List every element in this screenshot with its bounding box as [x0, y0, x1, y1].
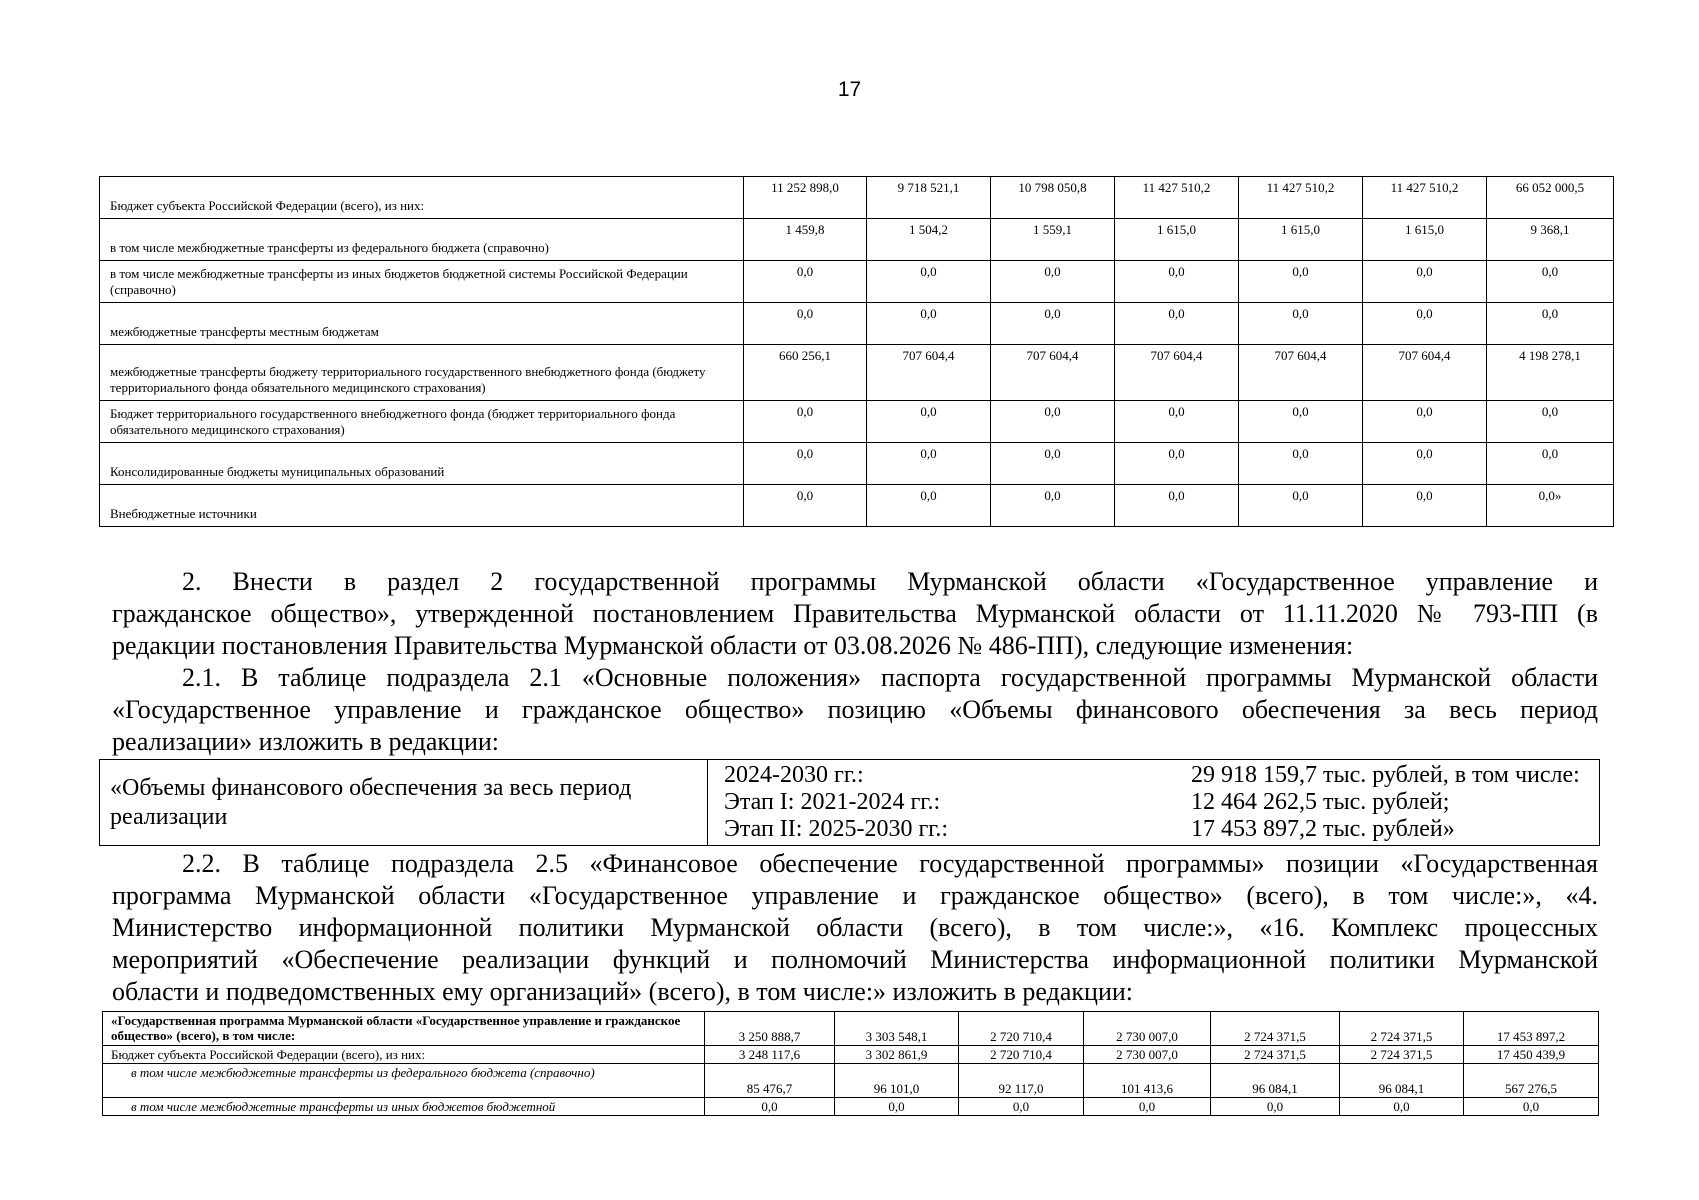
- cell-value: 0,0: [1464, 1098, 1599, 1116]
- cell-value: 0,0: [1239, 401, 1363, 443]
- cell-value: 3 250 888,7: [705, 1012, 835, 1046]
- cell-value: 2 720 710,4: [959, 1012, 1084, 1046]
- row-label: межбюджетные трансферты бюджету территориального государственного внебюджетного фонда (бюджету территориального фонда обязательного медицинского страхования): [100, 345, 744, 401]
- cell-value: 0,0: [744, 261, 867, 303]
- cell-value: 2 724 371,5: [1340, 1046, 1464, 1064]
- cell-value: 0,0: [1115, 485, 1239, 527]
- cell-value: 0,0: [1115, 261, 1239, 303]
- paragraph-2-2: [112, 848, 1598, 1008]
- cell-value: 1 615,0: [1363, 219, 1487, 261]
- cell-value: 9 718 521,1: [867, 177, 991, 219]
- cell-value: 0,0: [1239, 261, 1363, 303]
- paragraph-line: программа Мурманской области «Государственное управление и гражданское общество» (всего), в том числе:», «4.: [112, 881, 1598, 910]
- table-row: [100, 219, 1614, 261]
- cell-value: 0,0: [1239, 443, 1363, 485]
- cell-value: 707 604,4: [867, 345, 991, 401]
- row-label: Бюджет субъекта Российской Федерации (всего), из них:: [100, 177, 744, 219]
- cell-value: 2 724 371,5: [1211, 1012, 1340, 1046]
- cell-value: 10 798 050,8: [991, 177, 1115, 219]
- table-row: [100, 401, 1614, 443]
- table-row: [103, 1098, 1599, 1116]
- financing-table-2: [102, 1011, 1599, 1116]
- period-amount: 17 453 897,2 тыс. рублей»: [1191, 816, 1455, 842]
- cell-value: 85 476,7: [705, 1064, 835, 1098]
- row-label: в том числе межбюджетные трансферты из иных бюджетов бюджетной: [103, 1098, 705, 1116]
- cell-value: 101 413,6: [1084, 1064, 1211, 1098]
- cell-value: 96 084,1: [1340, 1064, 1464, 1098]
- paragraph-line: 2.2. В таблице подраздела 2.5 «Финансовое обеспечение государственной программы» позиции «Государственная: [182, 849, 1598, 878]
- cell-value: 0,0: [1487, 401, 1614, 443]
- paragraph-line: реализации» изложить в редакции:: [112, 727, 500, 756]
- cell-value: 0,0: [1115, 303, 1239, 345]
- table-row: [100, 261, 1614, 303]
- cell-value: 0,0: [744, 303, 867, 345]
- cell-value: 96 084,1: [1211, 1064, 1340, 1098]
- cell-value: 2 730 007,0: [1084, 1012, 1211, 1046]
- cell-value: 17 453 897,2: [1464, 1012, 1599, 1046]
- cell-value: 567 276,5: [1464, 1064, 1599, 1098]
- cell-value: 660 256,1: [744, 345, 867, 401]
- cell-value: 11 427 510,2: [1239, 177, 1363, 219]
- paragraph-line: 2.1. В таблице подраздела 2.1 «Основные положения» паспорта государственной программы Мурманской области: [182, 663, 1598, 692]
- page-number: 17: [837, 78, 862, 101]
- cell-value: 707 604,4: [991, 345, 1115, 401]
- cell-value: 1 504,2: [867, 219, 991, 261]
- cell-value: 2 730 007,0: [1084, 1046, 1211, 1064]
- financing-volume-table: [99, 759, 1600, 846]
- paragraph-2: [112, 566, 1598, 758]
- table-row: [100, 303, 1614, 345]
- cell-value: 4 198 278,1: [1487, 345, 1614, 401]
- cell-value: 0,0: [1363, 443, 1487, 485]
- cell-value: 3 303 548,1: [835, 1012, 959, 1046]
- period-label: Этап I: 2021-2024 гг.:: [724, 789, 941, 815]
- cell-value: 0,0: [991, 401, 1115, 443]
- cell-value: 0,0: [991, 443, 1115, 485]
- cell-value: 0,0: [1487, 443, 1614, 485]
- cell-value: 0,0: [835, 1098, 959, 1116]
- cell-value: 2 724 371,5: [1211, 1046, 1340, 1064]
- cell-value: 11 427 510,2: [1115, 177, 1239, 219]
- cell-value: 0,0: [1239, 303, 1363, 345]
- row-label: в том числе межбюджетные трансферты из федерального бюджета (справочно): [103, 1064, 705, 1098]
- paragraph-line: Министерство информационной политики Мурманской области (всего), в том числе:», «16. Комплекс процессных: [112, 913, 1598, 942]
- table-row: [100, 345, 1614, 401]
- cell-value: 0,0: [1115, 401, 1239, 443]
- row-label: «Государственная программа Мурманской области «Государственное управление и гражданское общество» (всего), в том числе:: [103, 1012, 705, 1046]
- cell-value: 0,0: [744, 485, 867, 527]
- financing-volume-values: [708, 760, 1600, 846]
- paragraph-line: 2. Внести в раздел 2 государственной программы Мурманской области «Государственное управление и: [182, 567, 1598, 596]
- cell-value: 0,0: [1363, 485, 1487, 527]
- cell-value: 0,0: [1084, 1098, 1211, 1116]
- cell-value: 1 615,0: [1115, 219, 1239, 261]
- cell-value: 66 052 000,5: [1487, 177, 1614, 219]
- cell-value: 0,0: [991, 485, 1115, 527]
- cell-value: 0,0: [867, 401, 991, 443]
- cell-value: 9 368,1: [1487, 219, 1614, 261]
- cell-value: 707 604,4: [1363, 345, 1487, 401]
- cell-value: 0,0»: [1487, 485, 1614, 527]
- period-amount: 12 464 262,5 тыс. рублей;: [1191, 789, 1450, 815]
- table-row: [100, 177, 1614, 219]
- cell-value: 3 248 117,6: [705, 1046, 835, 1064]
- period-label: Этап II: 2025-2030 гг.:: [724, 816, 949, 842]
- cell-value: 0,0: [1340, 1098, 1464, 1116]
- period-label: 2024-2030 гг.:: [724, 762, 864, 788]
- cell-value: 0,0: [744, 443, 867, 485]
- cell-value: 0,0: [1115, 443, 1239, 485]
- cell-value: 0,0: [991, 261, 1115, 303]
- cell-value: 0,0: [1363, 401, 1487, 443]
- financing-volume-label: «Объемы финансового обеспечения за весь период реализации: [100, 760, 708, 846]
- cell-value: 0,0: [1239, 485, 1363, 527]
- table-row: [100, 485, 1614, 527]
- table-row: [103, 1012, 1599, 1046]
- cell-value: 0,0: [1487, 303, 1614, 345]
- cell-value: 0,0: [959, 1098, 1084, 1116]
- cell-value: 96 101,0: [835, 1064, 959, 1098]
- paragraph-line: «Государственное управление и гражданское общество» позицию «Объемы финансового обеспечения за весь период: [112, 695, 1598, 724]
- cell-value: 1 615,0: [1239, 219, 1363, 261]
- paragraph-line: мероприятий «Обеспечение реализации функций и полномочий Министерства информационной политики Мурманской: [112, 945, 1598, 974]
- row-label: в том числе межбюджетные трансферты из иных бюджетов бюджетной системы Российской Федерации (справочно): [100, 261, 744, 303]
- cell-value: 0,0: [867, 443, 991, 485]
- paragraph-line: области и подведомственных ему организаций» (всего), в том числе:» изложить в редакции:: [112, 977, 1133, 1006]
- paragraph-line: гражданское общество», утвержденной постановлением Правительства Мурманской области от 11.11.2020 № 793-ПП (в: [112, 599, 1598, 628]
- cell-value: 0,0: [867, 485, 991, 527]
- cell-value: 0,0: [867, 303, 991, 345]
- paragraph-line: редакции постановления Правительства Мурманской области от 03.08.2026 № 486-ПП), следующие изменения:: [112, 631, 1354, 660]
- cell-value: 17 450 439,9: [1464, 1046, 1599, 1064]
- row-label: Бюджет территориального государственного внебюджетного фонда (бюджет территориального фонда обязательного медицинского страхования): [100, 401, 744, 443]
- cell-value: 0,0: [1363, 303, 1487, 345]
- row-label: Внебюджетные источники: [100, 485, 744, 527]
- row-label: межбюджетные трансферты местным бюджетам: [100, 303, 744, 345]
- row-label: Бюджет субъекта Российской Федерации (всего), из них:: [103, 1046, 705, 1064]
- table-row: [103, 1046, 1599, 1064]
- row-label: Консолидированные бюджеты муниципальных образований: [100, 443, 744, 485]
- period-amount: 29 918 159,7 тыс. рублей, в том числе:: [1191, 762, 1580, 788]
- cell-value: 0,0: [991, 303, 1115, 345]
- cell-value: 3 302 861,9: [835, 1046, 959, 1064]
- table-row: [100, 443, 1614, 485]
- cell-value: 0,0: [1487, 261, 1614, 303]
- cell-value: 0,0: [1363, 261, 1487, 303]
- cell-value: 1 459,8: [744, 219, 867, 261]
- table-row: [103, 1064, 1599, 1098]
- cell-value: 2 720 710,4: [959, 1046, 1084, 1064]
- cell-value: 1 559,1: [991, 219, 1115, 261]
- cell-value: 0,0: [744, 401, 867, 443]
- cell-value: 0,0: [1211, 1098, 1340, 1116]
- cell-value: 0,0: [705, 1098, 835, 1116]
- cell-value: 2 724 371,5: [1340, 1012, 1464, 1046]
- cell-value: 707 604,4: [1239, 345, 1363, 401]
- financing-table-1: [99, 176, 1614, 527]
- cell-value: 92 117,0: [959, 1064, 1084, 1098]
- cell-value: 707 604,4: [1115, 345, 1239, 401]
- cell-value: 11 427 510,2: [1363, 177, 1487, 219]
- row-label: в том числе межбюджетные трансферты из федерального бюджета (справочно): [100, 219, 744, 261]
- cell-value: 11 252 898,0: [744, 177, 867, 219]
- cell-value: 0,0: [867, 261, 991, 303]
